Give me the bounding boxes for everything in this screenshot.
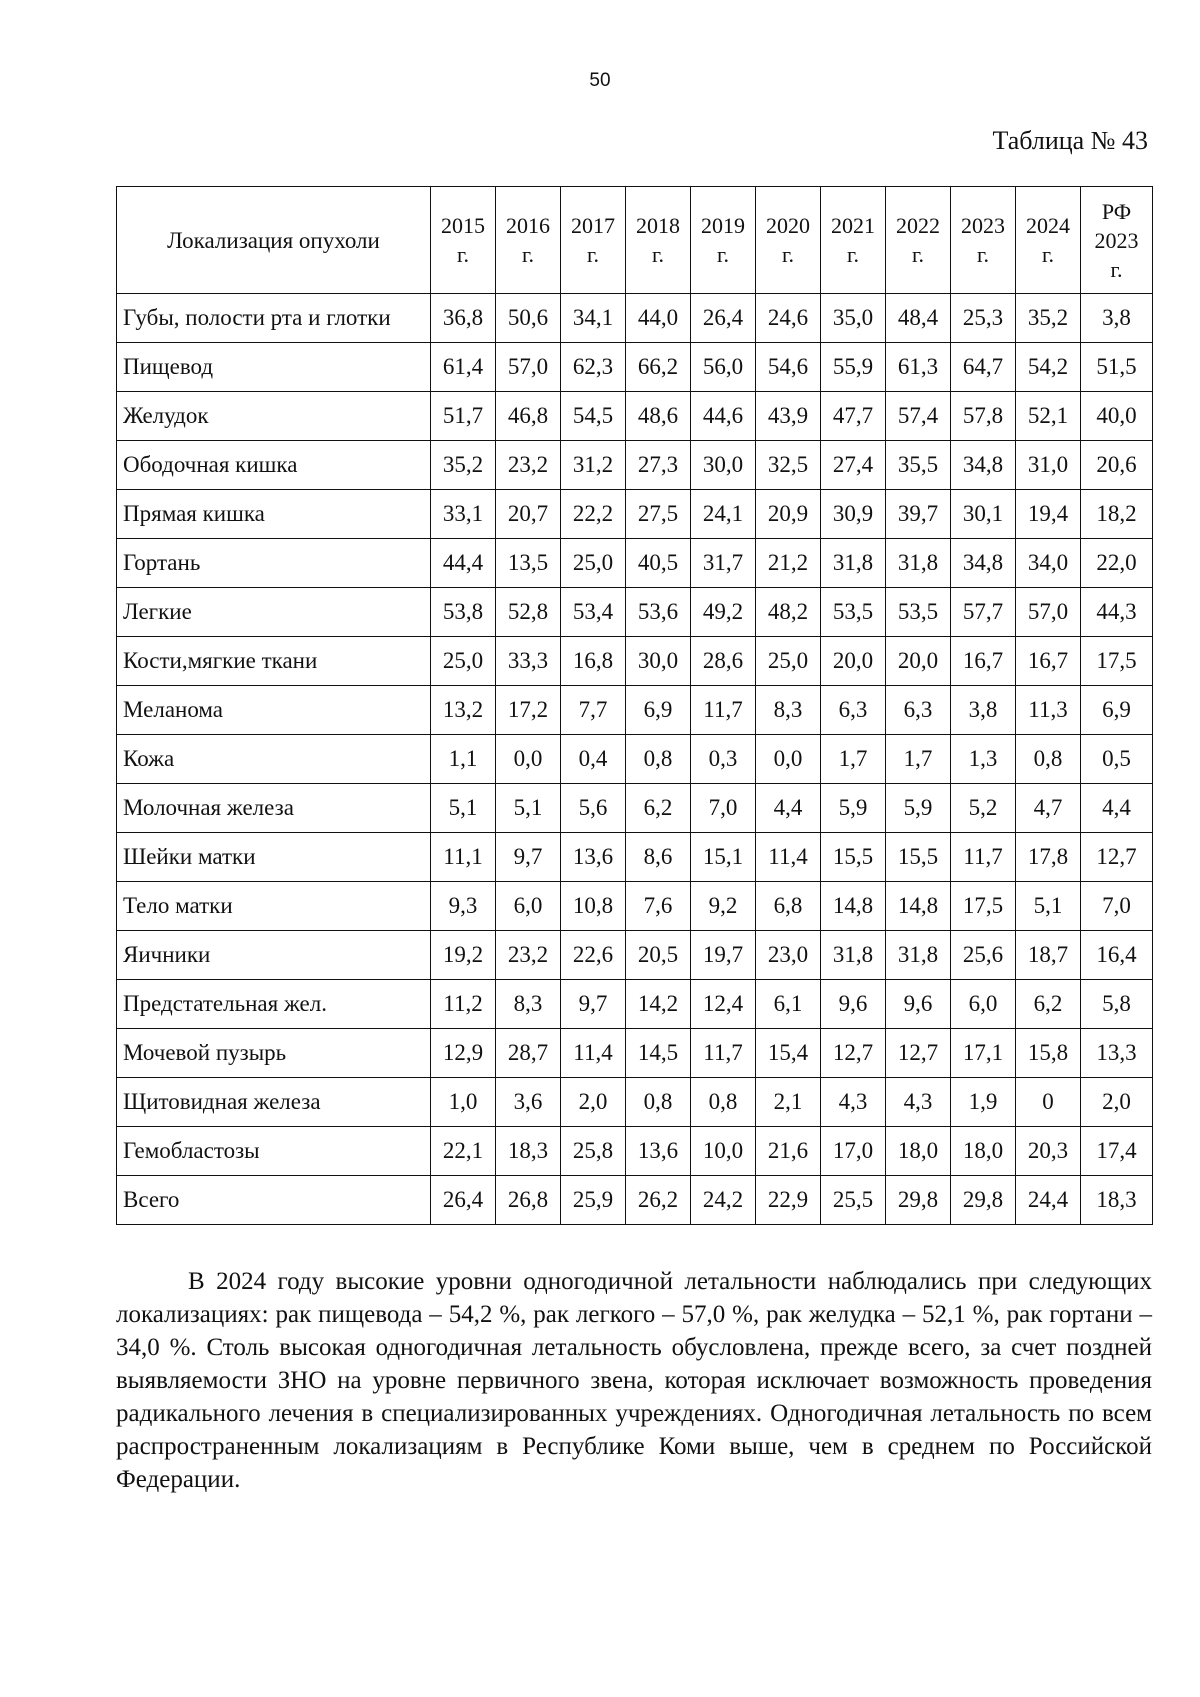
- value-cell: 44,0: [626, 294, 691, 343]
- value-cell: 29,8: [951, 1176, 1016, 1225]
- value-cell: 5,9: [821, 784, 886, 833]
- value-cell: 34,0: [1016, 539, 1081, 588]
- value-cell: 20,6: [1081, 441, 1153, 490]
- table-body: [117, 294, 1153, 1225]
- location-cell: Пищевод: [117, 343, 431, 392]
- year-column-header: [691, 187, 756, 294]
- year-unit: г.: [651, 242, 665, 267]
- value-cell: 18,7: [1016, 931, 1081, 980]
- year-label: 2020: [766, 213, 810, 238]
- value-cell: 7,0: [691, 784, 756, 833]
- location-cell: Меланома: [117, 686, 431, 735]
- value-cell: 34,8: [951, 441, 1016, 490]
- year-column-header: [951, 187, 1016, 294]
- value-cell: 28,7: [496, 1029, 561, 1078]
- location-cell: Гемобластозы: [117, 1127, 431, 1176]
- value-cell: 16,8: [561, 637, 626, 686]
- value-cell: 11,3: [1016, 686, 1081, 735]
- value-cell: 47,7: [821, 392, 886, 441]
- year-unit: г.: [846, 242, 860, 267]
- value-cell: 49,2: [691, 588, 756, 637]
- value-cell: 1,9: [951, 1078, 1016, 1127]
- table-row: [117, 980, 1153, 1029]
- value-cell: 25,5: [821, 1176, 886, 1225]
- value-cell: 6,1: [756, 980, 821, 1029]
- value-cell: 5,8: [1081, 980, 1153, 1029]
- year-label: 2017: [571, 213, 615, 238]
- value-cell: 9,6: [886, 980, 951, 1029]
- value-cell: 35,5: [886, 441, 951, 490]
- value-cell: 4,4: [1081, 784, 1153, 833]
- year-column-header: [756, 187, 821, 294]
- value-cell: 2,0: [561, 1078, 626, 1127]
- value-cell: 30,0: [691, 441, 756, 490]
- value-cell: 5,1: [431, 784, 496, 833]
- value-cell: 19,2: [431, 931, 496, 980]
- location-cell: Прямая кишка: [117, 490, 431, 539]
- value-cell: 15,5: [821, 833, 886, 882]
- value-cell: 11,4: [756, 833, 821, 882]
- value-cell: 11,2: [431, 980, 496, 1029]
- year-unit: г.: [781, 242, 795, 267]
- value-cell: 48,4: [886, 294, 951, 343]
- value-cell: 6,9: [626, 686, 691, 735]
- value-cell: 4,3: [821, 1078, 886, 1127]
- value-cell: 34,1: [561, 294, 626, 343]
- value-cell: 9,7: [561, 980, 626, 1029]
- value-cell: 17,1: [951, 1029, 1016, 1078]
- value-cell: 7,0: [1081, 882, 1153, 931]
- value-cell: 15,4: [756, 1029, 821, 1078]
- year-label: 2015: [441, 213, 485, 238]
- table-row: [117, 735, 1153, 784]
- table-row: [117, 1127, 1153, 1176]
- value-cell: 66,2: [626, 343, 691, 392]
- value-cell: 26,4: [431, 1176, 496, 1225]
- table-row: [117, 882, 1153, 931]
- value-cell: 53,4: [561, 588, 626, 637]
- value-cell: 30,1: [951, 490, 1016, 539]
- year-column-header: [821, 187, 886, 294]
- value-cell: 25,3: [951, 294, 1016, 343]
- location-cell: Кожа: [117, 735, 431, 784]
- location-cell: Мочевой пузырь: [117, 1029, 431, 1078]
- value-cell: 25,0: [431, 637, 496, 686]
- value-cell: 0,5: [1081, 735, 1153, 784]
- value-cell: 23,2: [496, 441, 561, 490]
- rf-column-header: [1081, 187, 1153, 294]
- value-cell: 5,9: [886, 784, 951, 833]
- value-cell: 18,2: [1081, 490, 1153, 539]
- value-cell: 14,8: [821, 882, 886, 931]
- value-cell: 52,1: [1016, 392, 1081, 441]
- value-cell: 15,8: [1016, 1029, 1081, 1078]
- value-cell: 18,3: [496, 1127, 561, 1176]
- value-cell: 0,0: [496, 735, 561, 784]
- value-cell: 61,4: [431, 343, 496, 392]
- value-cell: 1,1: [431, 735, 496, 784]
- value-cell: 31,2: [561, 441, 626, 490]
- year-label: 2024: [1026, 213, 1070, 238]
- value-cell: 13,6: [626, 1127, 691, 1176]
- value-cell: 12,7: [886, 1029, 951, 1078]
- year-column-header: [496, 187, 561, 294]
- year-label: 2022: [896, 213, 940, 238]
- table-row: [117, 294, 1153, 343]
- value-cell: 20,0: [821, 637, 886, 686]
- value-cell: 35,2: [1016, 294, 1081, 343]
- value-cell: 35,2: [431, 441, 496, 490]
- value-cell: 14,8: [886, 882, 951, 931]
- value-cell: 19,7: [691, 931, 756, 980]
- location-cell: Шейки матки: [117, 833, 431, 882]
- value-cell: 17,2: [496, 686, 561, 735]
- value-cell: 22,2: [561, 490, 626, 539]
- table-row: [117, 784, 1153, 833]
- value-cell: 0: [1016, 1078, 1081, 1127]
- value-cell: 20,9: [756, 490, 821, 539]
- value-cell: 14,5: [626, 1029, 691, 1078]
- value-cell: 54,6: [756, 343, 821, 392]
- value-cell: 1,0: [431, 1078, 496, 1127]
- value-cell: 43,9: [756, 392, 821, 441]
- location-cell: Кости,мягкие ткани: [117, 637, 431, 686]
- table-row: [117, 392, 1153, 441]
- value-cell: 8,3: [756, 686, 821, 735]
- value-cell: 13,3: [1081, 1029, 1153, 1078]
- value-cell: 25,0: [756, 637, 821, 686]
- value-cell: 28,6: [691, 637, 756, 686]
- value-cell: 53,5: [886, 588, 951, 637]
- value-cell: 2,0: [1081, 1078, 1153, 1127]
- value-cell: 13,6: [561, 833, 626, 882]
- rf-label: РФ: [1101, 198, 1132, 224]
- value-cell: 8,3: [496, 980, 561, 1029]
- value-cell: 57,0: [1016, 588, 1081, 637]
- year-column-header: [561, 187, 626, 294]
- value-cell: 17,5: [951, 882, 1016, 931]
- value-cell: 22,9: [756, 1176, 821, 1225]
- location-cell: Тело матки: [117, 882, 431, 931]
- value-cell: 34,8: [951, 539, 1016, 588]
- year-unit: г.: [911, 242, 925, 267]
- value-cell: 11,1: [431, 833, 496, 882]
- value-cell: 17,4: [1081, 1127, 1153, 1176]
- value-cell: 23,0: [756, 931, 821, 980]
- value-cell: 0,8: [626, 1078, 691, 1127]
- year-column-header: [886, 187, 951, 294]
- value-cell: 19,4: [1016, 490, 1081, 539]
- value-cell: 25,9: [561, 1176, 626, 1225]
- value-cell: 31,8: [886, 931, 951, 980]
- value-cell: 33,1: [431, 490, 496, 539]
- value-cell: 30,0: [626, 637, 691, 686]
- value-cell: 40,0: [1081, 392, 1153, 441]
- year-label: 2021: [831, 213, 875, 238]
- value-cell: 11,4: [561, 1029, 626, 1078]
- year-label: 2016: [506, 213, 550, 238]
- page-number: 50: [589, 70, 611, 91]
- value-cell: 24,6: [756, 294, 821, 343]
- value-cell: 44,6: [691, 392, 756, 441]
- table-row: [117, 833, 1153, 882]
- location-cell: Ободочная кишка: [117, 441, 431, 490]
- value-cell: 56,0: [691, 343, 756, 392]
- value-cell: 48,2: [756, 588, 821, 637]
- year-unit: г.: [1041, 242, 1055, 267]
- value-cell: 7,6: [626, 882, 691, 931]
- value-cell: 51,5: [1081, 343, 1153, 392]
- value-cell: 31,0: [1016, 441, 1081, 490]
- table-row: [117, 343, 1153, 392]
- location-cell: Легкие: [117, 588, 431, 637]
- value-cell: 15,1: [691, 833, 756, 882]
- location-cell: Желудок: [117, 392, 431, 441]
- value-cell: 33,3: [496, 637, 561, 686]
- value-cell: 6,0: [951, 980, 1016, 1029]
- value-cell: 57,4: [886, 392, 951, 441]
- value-cell: 62,3: [561, 343, 626, 392]
- value-cell: 31,8: [821, 539, 886, 588]
- value-cell: 54,2: [1016, 343, 1081, 392]
- value-cell: 22,6: [561, 931, 626, 980]
- table-row: [117, 931, 1153, 980]
- value-cell: 4,3: [886, 1078, 951, 1127]
- value-cell: 13,5: [496, 539, 561, 588]
- value-cell: 12,7: [1081, 833, 1153, 882]
- year-unit: г.: [456, 242, 470, 267]
- table-row: [117, 1029, 1153, 1078]
- value-cell: 5,2: [951, 784, 1016, 833]
- value-cell: 6,3: [886, 686, 951, 735]
- table-row: [117, 588, 1153, 637]
- location-cell: Губы, полости рта и глотки: [117, 294, 431, 343]
- value-cell: 2,1: [756, 1078, 821, 1127]
- value-cell: 25,0: [561, 539, 626, 588]
- value-cell: 11,7: [691, 1029, 756, 1078]
- location-column-header: Локализация опухоли: [117, 187, 431, 294]
- value-cell: 10,0: [691, 1127, 756, 1176]
- value-cell: 25,8: [561, 1127, 626, 1176]
- value-cell: 15,5: [886, 833, 951, 882]
- value-cell: 17,8: [1016, 833, 1081, 882]
- value-cell: 12,7: [821, 1029, 886, 1078]
- value-cell: 3,6: [496, 1078, 561, 1127]
- rf-unit: г.: [1110, 256, 1123, 282]
- value-cell: 35,0: [821, 294, 886, 343]
- value-cell: 46,8: [496, 392, 561, 441]
- value-cell: 0,8: [691, 1078, 756, 1127]
- value-cell: 20,5: [626, 931, 691, 980]
- value-cell: 1,7: [821, 735, 886, 784]
- value-cell: 16,4: [1081, 931, 1153, 980]
- year-column-header: [626, 187, 691, 294]
- year-unit: г.: [716, 242, 730, 267]
- year-label: 2018: [636, 213, 680, 238]
- value-cell: 27,5: [626, 490, 691, 539]
- value-cell: 31,7: [691, 539, 756, 588]
- value-cell: 9,3: [431, 882, 496, 931]
- year-label: 2023: [961, 213, 1005, 238]
- value-cell: 39,7: [886, 490, 951, 539]
- value-cell: 9,7: [496, 833, 561, 882]
- table-row: [117, 1176, 1153, 1225]
- body-paragraph: В 2024 году высокие уровни одногодичной летальности наблюдались при следующих локализациях: рак пищевода – 54,2 %, рак легкого – 57,0 %, рак желудка – 52,1 %, рак гортани – 34,0 %. Столь высокая одногодичная летальность обусловлена, прежде всего, за счет поздней выявляемости ЗНО на уровне первичного звена, которая исключает возможность проведения радикального лечения в специализированных учреждениях. Одногодичная летальность по всем распространенным локализациям в Республике Коми выше, чем в среднем по Российской Федерации.: [116, 1268, 1152, 1493]
- value-cell: 64,7: [951, 343, 1016, 392]
- rf-year: 2023: [1094, 227, 1139, 253]
- location-cell: Предстательная жел.: [117, 980, 431, 1029]
- value-cell: 0,3: [691, 735, 756, 784]
- value-cell: 52,8: [496, 588, 561, 637]
- year-unit: г.: [976, 242, 990, 267]
- year-column-header: [1016, 187, 1081, 294]
- location-cell: Яичники: [117, 931, 431, 980]
- value-cell: 0,8: [1016, 735, 1081, 784]
- value-cell: 44,4: [431, 539, 496, 588]
- value-cell: 20,0: [886, 637, 951, 686]
- value-cell: 12,9: [431, 1029, 496, 1078]
- value-cell: 22,1: [431, 1127, 496, 1176]
- value-cell: 14,2: [626, 980, 691, 1029]
- value-cell: 48,6: [626, 392, 691, 441]
- value-cell: 11,7: [691, 686, 756, 735]
- value-cell: 16,7: [951, 637, 1016, 686]
- table-row: [117, 686, 1153, 735]
- location-cell: Молочная железа: [117, 784, 431, 833]
- value-cell: 6,0: [496, 882, 561, 931]
- value-cell: 17,0: [821, 1127, 886, 1176]
- value-cell: 24,1: [691, 490, 756, 539]
- value-cell: 8,6: [626, 833, 691, 882]
- value-cell: 17,5: [1081, 637, 1153, 686]
- value-cell: 11,7: [951, 833, 1016, 882]
- location-cell: Всего: [117, 1176, 431, 1225]
- value-cell: 31,8: [886, 539, 951, 588]
- value-cell: 29,8: [886, 1176, 951, 1225]
- value-cell: 40,5: [626, 539, 691, 588]
- value-cell: 20,7: [496, 490, 561, 539]
- value-cell: 5,1: [496, 784, 561, 833]
- year-unit: г.: [586, 242, 600, 267]
- value-cell: 54,5: [561, 392, 626, 441]
- table-header-row: [117, 187, 1153, 294]
- value-cell: 57,0: [496, 343, 561, 392]
- value-cell: 3,8: [1081, 294, 1153, 343]
- value-cell: 6,8: [756, 882, 821, 931]
- value-cell: 7,7: [561, 686, 626, 735]
- value-cell: 22,0: [1081, 539, 1153, 588]
- value-cell: 9,2: [691, 882, 756, 931]
- value-cell: 9,6: [821, 980, 886, 1029]
- value-cell: 12,4: [691, 980, 756, 1029]
- value-cell: 31,8: [821, 931, 886, 980]
- value-cell: 53,8: [431, 588, 496, 637]
- value-cell: 61,3: [886, 343, 951, 392]
- value-cell: 44,3: [1081, 588, 1153, 637]
- table-row: [117, 637, 1153, 686]
- value-cell: 0,8: [626, 735, 691, 784]
- value-cell: 6,2: [626, 784, 691, 833]
- value-cell: 27,4: [821, 441, 886, 490]
- year-label: 2019: [701, 213, 745, 238]
- value-cell: 4,7: [1016, 784, 1081, 833]
- value-cell: 25,6: [951, 931, 1016, 980]
- value-cell: 18,0: [951, 1127, 1016, 1176]
- value-cell: 5,6: [561, 784, 626, 833]
- value-cell: 36,8: [431, 294, 496, 343]
- value-cell: 26,8: [496, 1176, 561, 1225]
- location-cell: Щитовидная железа: [117, 1078, 431, 1127]
- value-cell: 5,1: [1016, 882, 1081, 931]
- value-cell: 18,3: [1081, 1176, 1153, 1225]
- value-cell: 23,2: [496, 931, 561, 980]
- value-cell: 0,0: [756, 735, 821, 784]
- value-cell: 30,9: [821, 490, 886, 539]
- value-cell: 6,3: [821, 686, 886, 735]
- table-row: [117, 1078, 1153, 1127]
- value-cell: 21,2: [756, 539, 821, 588]
- value-cell: 1,3: [951, 735, 1016, 784]
- value-cell: 21,6: [756, 1127, 821, 1176]
- value-cell: 24,4: [1016, 1176, 1081, 1225]
- value-cell: 50,6: [496, 294, 561, 343]
- value-cell: 3,8: [951, 686, 1016, 735]
- table-row: [117, 490, 1153, 539]
- value-cell: 26,4: [691, 294, 756, 343]
- table-title: Таблица № 43: [992, 126, 1148, 155]
- value-cell: 26,2: [626, 1176, 691, 1225]
- table-row: [117, 441, 1153, 490]
- value-cell: 20,3: [1016, 1127, 1081, 1176]
- value-cell: 16,7: [1016, 637, 1081, 686]
- year-column-header: [431, 187, 496, 294]
- value-cell: 57,8: [951, 392, 1016, 441]
- value-cell: 27,3: [626, 441, 691, 490]
- value-cell: 24,2: [691, 1176, 756, 1225]
- value-cell: 57,7: [951, 588, 1016, 637]
- value-cell: 13,2: [431, 686, 496, 735]
- value-cell: 53,5: [821, 588, 886, 637]
- value-cell: 32,5: [756, 441, 821, 490]
- table-row: [117, 539, 1153, 588]
- value-cell: 6,9: [1081, 686, 1153, 735]
- value-cell: 0,4: [561, 735, 626, 784]
- value-cell: 53,6: [626, 588, 691, 637]
- value-cell: 6,2: [1016, 980, 1081, 1029]
- year-unit: г.: [521, 242, 535, 267]
- value-cell: 1,7: [886, 735, 951, 784]
- value-cell: 10,8: [561, 882, 626, 931]
- value-cell: 4,4: [756, 784, 821, 833]
- mortality-table: [116, 186, 1153, 1225]
- value-cell: 51,7: [431, 392, 496, 441]
- location-cell: Гортань: [117, 539, 431, 588]
- value-cell: 55,9: [821, 343, 886, 392]
- value-cell: 18,0: [886, 1127, 951, 1176]
